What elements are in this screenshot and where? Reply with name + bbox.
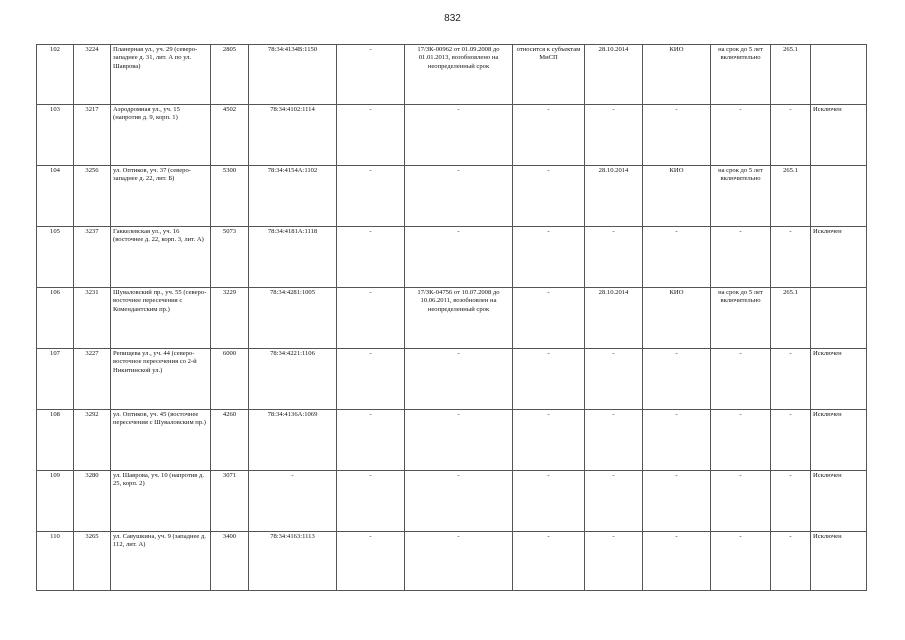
cell-status: Исключен — [811, 532, 867, 591]
cell-area: 3400 — [211, 532, 249, 591]
table-row — [37, 166, 867, 227]
cell-contract: - — [405, 105, 513, 166]
cell-cadastral-number: - — [249, 471, 337, 532]
cell-smb-status: относится к субъектам МиСП — [513, 45, 585, 105]
cell-smb-status: - — [513, 105, 585, 166]
cell-code: 3280 — [74, 471, 111, 532]
cell-smb-status: - — [513, 288, 585, 349]
cell-number: 104 — [37, 166, 74, 227]
cell-status: Исключен — [811, 227, 867, 288]
cell-area: 6000 — [211, 349, 249, 410]
cell-contract: - — [405, 166, 513, 227]
cell-code: 3292 — [74, 410, 111, 471]
cell-date: - — [585, 227, 643, 288]
cell-cadastral-number: 78:34:4154А:1102 — [249, 166, 337, 227]
cell-status: Исключен — [811, 105, 867, 166]
cell-decision: - — [771, 471, 811, 532]
table-row — [37, 105, 867, 166]
cell-decision: 265.1 — [771, 45, 811, 105]
cell-decision: 265.1 — [771, 288, 811, 349]
table-row — [37, 227, 867, 288]
cell-col6: - — [337, 227, 405, 288]
cell-contract: - — [405, 410, 513, 471]
cell-area: 4502 — [211, 105, 249, 166]
cell-organization: - — [643, 349, 711, 410]
cell-organization: - — [643, 227, 711, 288]
cell-status: Исключен — [811, 410, 867, 471]
cell-col6: - — [337, 45, 405, 105]
cell-status — [811, 288, 867, 349]
table-row — [37, 349, 867, 410]
cell-date: - — [585, 105, 643, 166]
cell-address: ул. Савушкина, уч. 9 (западнее д. 112, лит. А) — [111, 532, 211, 591]
cell-address: ул. Оптиков, уч. 37 (северо-западнее д. 22, лит. Б) — [111, 166, 211, 227]
cell-date: - — [585, 471, 643, 532]
cell-cadastral-number: 78:34:4134В:1150 — [249, 45, 337, 105]
cell-number: 106 — [37, 288, 74, 349]
page-number: 832 — [444, 13, 461, 24]
cell-area: 5300 — [211, 166, 249, 227]
cell-date: - — [585, 410, 643, 471]
cell-address: Планерная ул., уч. 29 (северо-западнее д. 31, лит. А по ул. Шаврова) — [111, 45, 211, 105]
cell-smb-status: - — [513, 166, 585, 227]
cell-col6: - — [337, 166, 405, 227]
cell-address: Шуваловский пр., уч. 55 (северо-восточнее пересечения с Комендантским пр.) — [111, 288, 211, 349]
cell-organization: - — [643, 532, 711, 591]
cell-decision: - — [771, 532, 811, 591]
cell-term: - — [711, 471, 771, 532]
cell-code: 3265 — [74, 532, 111, 591]
cell-code: 3217 — [74, 105, 111, 166]
cell-address: Аэродромная ул., уч. 15 (напротив д. 9, корп. 1) — [111, 105, 211, 166]
cell-code: 3227 — [74, 349, 111, 410]
cell-address: ул. Шаврова, уч. 10 (напротив д. 25, корп. 2) — [111, 471, 211, 532]
cell-date: - — [585, 532, 643, 591]
cell-decision: - — [771, 105, 811, 166]
cell-contract: 17/ЗК-04756 от 10.07.2008 до 10.06.2011, возобновлен на неопределенный срок — [405, 288, 513, 349]
cell-cadastral-number: 78:34:4281:1005 — [249, 288, 337, 349]
cell-col6: - — [337, 349, 405, 410]
cell-cadastral-number: 78:34:4181А:1118 — [249, 227, 337, 288]
cell-cadastral-number: 78:34:4221:1106 — [249, 349, 337, 410]
cell-number: 103 — [37, 105, 74, 166]
cell-status — [811, 45, 867, 105]
cell-term: - — [711, 349, 771, 410]
cell-area: 5073 — [211, 227, 249, 288]
cell-number: 102 — [37, 45, 74, 105]
table-row — [37, 471, 867, 532]
cell-decision: - — [771, 349, 811, 410]
cell-smb-status: - — [513, 349, 585, 410]
cell-cadastral-number: 78:34:4136А:1069 — [249, 410, 337, 471]
table-row — [37, 45, 867, 105]
cell-term: на срок до 5 лет включительно — [711, 45, 771, 105]
table-row — [37, 532, 867, 591]
cell-col6: - — [337, 471, 405, 532]
cell-area: 2805 — [211, 45, 249, 105]
cell-contract: - — [405, 349, 513, 410]
cell-decision: - — [771, 227, 811, 288]
table-body — [37, 45, 867, 591]
registry-table — [36, 44, 867, 591]
cell-organization: - — [643, 410, 711, 471]
cell-status: Исключен — [811, 471, 867, 532]
cell-col6: - — [337, 288, 405, 349]
cell-number: 110 — [37, 532, 74, 591]
cell-term: на срок до 5 лет включительно — [711, 288, 771, 349]
cell-date: 28.10.2014 — [585, 166, 643, 227]
cell-address: Репищева ул., уч. 44 (северо-восточное пересечения со 2-й Никитинской ул.) — [111, 349, 211, 410]
cell-contract: - — [405, 471, 513, 532]
cell-term: на срок до 5 лет включительно — [711, 166, 771, 227]
cell-date: 28.10.2014 — [585, 45, 643, 105]
cell-address: ул. Оптиков, уч. 45 (восточнее пересечения с Шуваловским пр.) — [111, 410, 211, 471]
cell-code: 3224 — [74, 45, 111, 105]
cell-col6: - — [337, 410, 405, 471]
cell-term: - — [711, 105, 771, 166]
cell-status: Исключен — [811, 349, 867, 410]
cell-contract: - — [405, 227, 513, 288]
cell-organization: КИО — [643, 288, 711, 349]
cell-smb-status: - — [513, 471, 585, 532]
cell-organization: - — [643, 471, 711, 532]
cell-area: 4260 — [211, 410, 249, 471]
table-row — [37, 288, 867, 349]
cell-code: 3256 — [74, 166, 111, 227]
cell-organization: - — [643, 105, 711, 166]
cell-smb-status: - — [513, 227, 585, 288]
cell-col6: - — [337, 532, 405, 591]
cell-address: Гаккелевская ул., уч. 16 (восточнее д. 22, корп. 3, лит. А) — [111, 227, 211, 288]
cell-term: - — [711, 532, 771, 591]
cell-cadastral-number: 78:34:4163:1113 — [249, 532, 337, 591]
cell-area: 3071 — [211, 471, 249, 532]
cell-decision: 265.1 — [771, 166, 811, 227]
cell-number: 105 — [37, 227, 74, 288]
cell-organization: КИО — [643, 45, 711, 105]
cell-date: - — [585, 349, 643, 410]
cell-code: 3231 — [74, 288, 111, 349]
table-row — [37, 410, 867, 471]
cell-contract: - — [405, 532, 513, 591]
cell-term: - — [711, 410, 771, 471]
cell-cadastral-number: 78:34:4102:1114 — [249, 105, 337, 166]
cell-decision: - — [771, 410, 811, 471]
cell-term: - — [711, 227, 771, 288]
cell-smb-status: - — [513, 532, 585, 591]
cell-organization: КИО — [643, 166, 711, 227]
cell-contract: 17/ЗК-00962 от 01.09.2008 до 01.01.2013, возобновлено на неопределенный срок — [405, 45, 513, 105]
cell-number: 109 — [37, 471, 74, 532]
cell-status — [811, 166, 867, 227]
cell-col6: - — [337, 105, 405, 166]
cell-code: 3237 — [74, 227, 111, 288]
cell-date: 28.10.2014 — [585, 288, 643, 349]
cell-smb-status: - — [513, 410, 585, 471]
cell-area: 3229 — [211, 288, 249, 349]
cell-number: 107 — [37, 349, 74, 410]
cell-number: 108 — [37, 410, 74, 471]
